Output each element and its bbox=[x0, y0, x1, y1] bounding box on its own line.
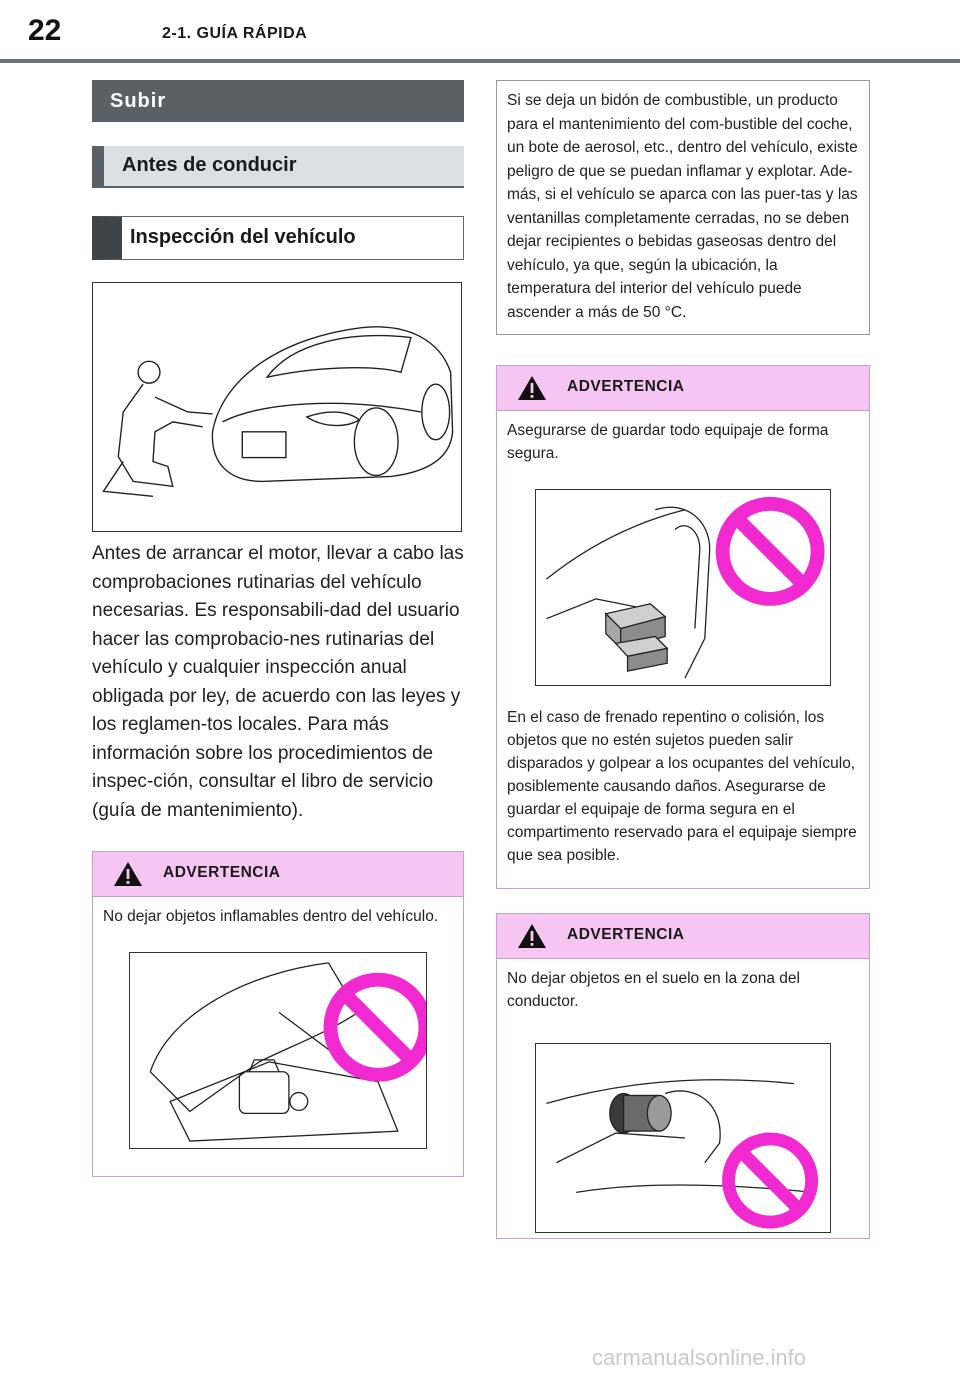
warning-text-detail: En el caso de frenado repentino o colisión, los objetos que no estén sujetos pueden salir disparados y golpear a los ocupantes del vehículo, posiblemente causando daños. Asegurarse de guardar el equipaje de forma segura en el compartimento reservado para el equipaje siempre que sea posible. bbox=[507, 709, 857, 864]
warning-text: No dejar objetos inflamables dentro del vehículo. bbox=[103, 908, 439, 925]
floor-object-illustration bbox=[535, 1043, 831, 1233]
warning-title: ADVERTENCIA bbox=[567, 926, 685, 943]
warning-triangle-icon bbox=[517, 922, 547, 950]
warning-box-floor bbox=[496, 913, 870, 1239]
right-column bbox=[496, 80, 870, 1239]
vehicle-inspection-illustration bbox=[92, 282, 462, 532]
caution-note: Si se deja un bidón de combustible, un producto para el mantenimiento del com-bustible del coche, un bote de aerosol, etc., dentro del vehículo, existe peligro de que se puedan inflamar y explotar. Ade-más, si el vehículo se aparca con las puer-tas y las ventanillas completamente cerradas, no se deben dejar recipientes o bebidas gaseosas dentro del vehículo, ya que, según la ubicación, la temperatura del interior del vehículo puede ascender a más de 50 °C. bbox=[496, 80, 870, 335]
warning-header bbox=[497, 366, 869, 411]
page-number: 22 bbox=[28, 14, 62, 47]
inspection-body-text: Antes de arrancar el motor, llevar a cabo las comprobaciones rutinarias del vehículo necesarias. Es responsabili-dad del usuario hacer las comprobacio-nes rutinarias del vehículo y cualquier inspección anual obligada por ley, de acuerdo con las leyes y los reglamen-tos locales. Para más información sobre los procedimientos de inspec-ción, consultar el libro de servicio (guía de mantenimiento). bbox=[92, 543, 464, 821]
section-heading: Subir bbox=[92, 80, 464, 122]
seat-luggage-illustration bbox=[535, 489, 831, 686]
chapter-title: 2-1. GUÍA RÁPIDA bbox=[162, 25, 308, 42]
left-column bbox=[92, 80, 464, 1177]
subsection-heading: Antes de conducir bbox=[92, 146, 464, 188]
warning-header bbox=[497, 914, 869, 959]
trunk-fuel-can-illustration bbox=[129, 952, 427, 1149]
warning-header bbox=[93, 852, 463, 897]
warning-box-luggage bbox=[496, 365, 870, 889]
warning-text: No dejar objetos en el suelo en la zona del conductor. bbox=[507, 970, 800, 1010]
warning-text: Asegurarse de guardar todo equipaje de forma segura. bbox=[507, 422, 829, 462]
topic-heading: Inspección del vehículo bbox=[92, 216, 464, 260]
watermark: carmanualsonline.info bbox=[592, 1345, 807, 1370]
warning-title: ADVERTENCIA bbox=[567, 378, 685, 395]
header-rule bbox=[0, 59, 960, 63]
warning-triangle-icon bbox=[517, 374, 547, 402]
warning-box-flammables bbox=[92, 851, 464, 1177]
warning-triangle-icon bbox=[113, 860, 143, 888]
warning-title: ADVERTENCIA bbox=[163, 864, 281, 881]
